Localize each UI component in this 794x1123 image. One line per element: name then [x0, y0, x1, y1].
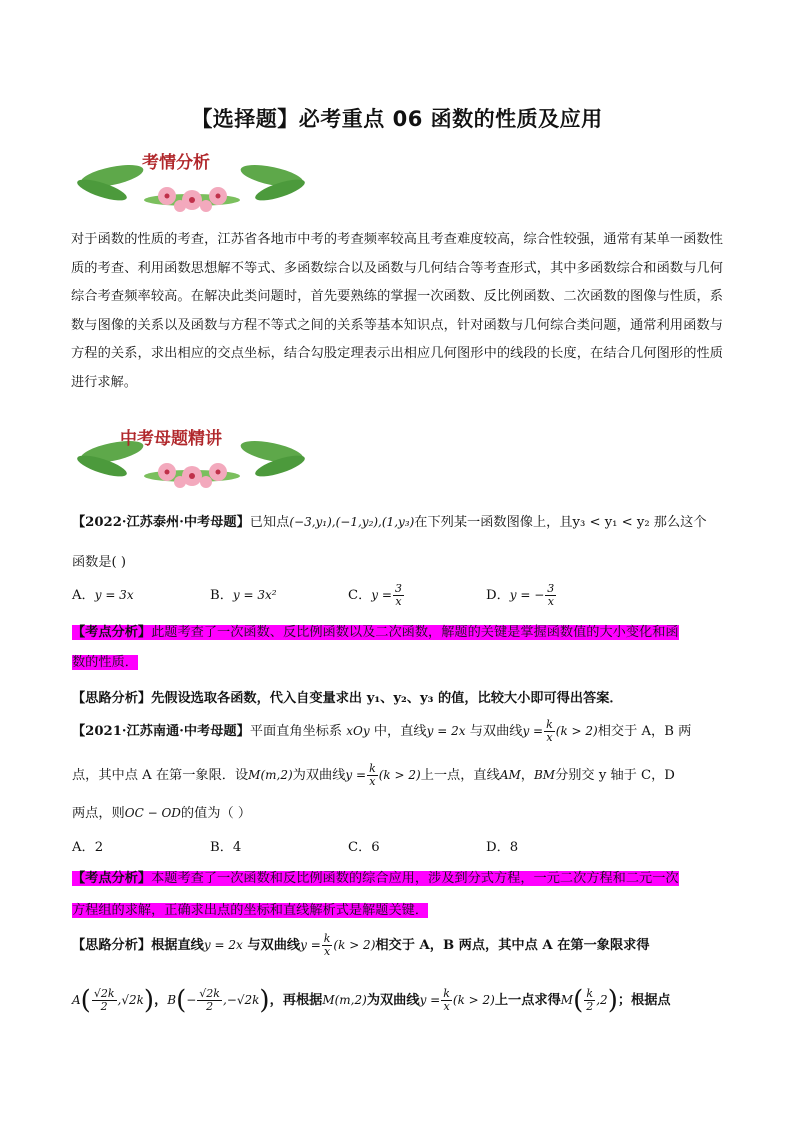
knowledge-point-text: 方程组的求解，正确求出点的坐标和直线解析式是解题关键．: [72, 903, 429, 918]
denominator: x: [546, 731, 553, 744]
q2-line: y = 2x: [203, 938, 243, 952]
option-label: A．: [72, 840, 95, 855]
knowledge-point-tag: 【考点分析】: [72, 871, 152, 886]
q2-xoy: xOy: [346, 724, 370, 738]
q2-text: 两点，则: [72, 806, 125, 821]
q2-hyperbola: y =: [300, 938, 321, 952]
q2-option-a[interactable]: [72, 836, 210, 855]
sqrt-term: √2k: [236, 993, 260, 1007]
numerator: k: [369, 762, 376, 775]
denominator: 2: [100, 1000, 108, 1013]
q2-text: 点，其中点 A 在第一象限．设: [72, 768, 249, 783]
option-value: 2: [94, 840, 104, 855]
q1-option-c[interactable]: [348, 580, 486, 611]
q1-option-b[interactable]: [210, 580, 348, 611]
separator: ，: [154, 993, 168, 1008]
option-expr: y = −: [509, 588, 545, 602]
option-label: D．: [486, 588, 510, 603]
numerator: k: [584, 988, 595, 1001]
idea-text: 上一点求得: [494, 993, 561, 1008]
knowledge-point-text: 本题考查了一次函数和反比例函数的综合应用，涉及到分式方程，一元二次方程和二元一次: [151, 871, 679, 886]
option-label: B．: [210, 588, 233, 603]
q2-text: 为双曲线: [292, 768, 346, 783]
q1-options: [72, 580, 722, 611]
option-label: B．: [210, 840, 233, 855]
denominator: x: [547, 595, 554, 608]
q2-knowledge-point-line2: [72, 899, 722, 918]
paren-close: ): [607, 985, 618, 1016]
option-label: C．: [348, 588, 372, 603]
option-expr: y = 3x²: [232, 588, 277, 602]
q2-condition: (k > 2): [555, 724, 598, 738]
knowledge-point-text: 数的性质．: [72, 655, 138, 670]
q2-hyperbola: y =: [345, 768, 367, 782]
fraction: [92, 988, 117, 1013]
q2-line: y = 2x: [426, 724, 466, 738]
section-banner-analysis: [72, 148, 312, 214]
q1-option-a[interactable]: [72, 580, 210, 611]
option-expr: y =: [371, 588, 392, 602]
idea-text: ，再根据: [269, 993, 323, 1008]
q1-points: (−3,y₁),(−1,y₂),(1,y₃): [289, 515, 415, 529]
option-label: C．: [348, 840, 372, 855]
knowledge-point-tag: 【考点分析】: [72, 625, 152, 640]
banner-label: 中考母题精讲: [120, 429, 222, 449]
q2-options: [72, 836, 722, 855]
q2-line-bm: BM: [533, 768, 556, 782]
paren-close: ): [143, 985, 155, 1016]
q2-hyperbola: y =: [522, 724, 544, 738]
option-expr: y = 3x: [94, 588, 134, 602]
q2-option-b[interactable]: [210, 836, 348, 855]
page-title: 【选择题】必考重点 06 函数的性质及应用: [191, 107, 603, 131]
point-a-label: A: [72, 993, 81, 1007]
fraction: [197, 988, 222, 1013]
denominator: x: [369, 775, 376, 788]
q1-stem-line1: [72, 511, 722, 530]
q2-text: 相交于 A，B 两: [597, 724, 692, 739]
fraction: [544, 719, 555, 744]
q2-idea-line1: [72, 930, 722, 961]
numerator: k: [323, 932, 331, 945]
q2-expr: OC − OD: [124, 806, 181, 820]
idea-text: 为双曲线: [366, 993, 420, 1008]
numerator: 3: [394, 582, 402, 595]
q2-text: 中，直线: [373, 724, 427, 739]
analysis-paragraph: 对于函数的性质的考查，江苏省各地市中考的考查频率较高且考查难度较高，综合性较强，通常有某单一函数性质的考查、利用函数思想解不等式、多函数综合以及函数与几何结合等考查形式，其中多函数综合和函数与几何综合考查频率较高。在解决此类问题时，首先要熟练的掌握一次函数、反比例函数、二次函数的图像与性质，系数与图像的关系以及函数与方程不等式之间的关系等基本知识点，针对函数与几何综合类问题，通常利用函数与方程的关系，求出相应的交点坐标，结合勾股定理表示出相应几何图形中的线段的长度，在结合几何图形的性质进行求解。: [71, 232, 723, 390]
numerator: √2k: [93, 987, 115, 1000]
idea-text: 根据直线: [151, 938, 204, 953]
denominator: 2: [586, 1000, 594, 1013]
idea-text: 先假设选取各函数，代入自变量求出 y₁、y₂、y₃ 的值，比较大小即可得出答案．: [151, 691, 623, 706]
point-b-label: B: [167, 993, 177, 1007]
denominator: x: [395, 595, 402, 608]
q2-option-c[interactable]: [348, 836, 486, 855]
q1-knowledge-point-line2: [72, 651, 722, 670]
q2-line-am: AM: [499, 768, 521, 782]
idea-tag: 【思路分析】: [72, 691, 152, 706]
numerator: 3: [547, 582, 555, 595]
idea-text: 与双曲线: [247, 938, 301, 953]
q1-stem-line2: 函数是( ): [72, 555, 127, 570]
option-value: 4: [232, 840, 242, 855]
q1-option-d[interactable]: [486, 580, 624, 611]
option-value: 6: [371, 840, 380, 855]
paren-close: ): [259, 985, 270, 1016]
q2-text: 平面直角坐标系: [249, 724, 343, 739]
q1-text: 在下列某一函数图像上，且y₃ < y₁ < y₂ 那么这个: [414, 515, 707, 530]
sqrt-term: √2k: [121, 993, 144, 1007]
fraction: [584, 988, 595, 1013]
q1-idea: [72, 687, 722, 706]
numerator: k: [443, 987, 450, 1000]
paren-open: (: [176, 985, 187, 1016]
q2-stem-line1: [72, 716, 722, 747]
q2-condition: (k > 2): [452, 993, 495, 1007]
q2-stem-line2: [72, 760, 722, 791]
section-banner-questions: [72, 424, 312, 490]
q2-text: 与双曲线: [469, 724, 523, 739]
q2-condition: (k > 2): [378, 768, 421, 782]
q2-text: 的值为（ ）: [180, 806, 252, 821]
option-value: 8: [509, 840, 519, 855]
banner-label: 考情分析: [142, 153, 210, 173]
q2-knowledge-point-line1: [72, 867, 722, 886]
q2-idea-line2: A( $\frac{√2k}{2}$ ,√2k)，B(− $\frac{√2k}{2}$ ,−√2k)，再根据M(m,2)为双曲线y = $\frac{k}{x}$ (k > 2)上一点求得M( $\frac{k}{2}$ ,2)；根据点: [72, 985, 671, 1016]
idea-tag: 【思路分析】: [72, 938, 152, 953]
q2-text: 上一点，直线: [420, 768, 500, 783]
q1-text: 已知点: [249, 515, 290, 530]
paren-open: (: [80, 985, 91, 1016]
denominator: 2: [206, 1000, 214, 1013]
q2-text: ，: [520, 768, 534, 783]
q2-text: 分别交 y 轴于 C，D: [555, 768, 675, 783]
fraction: [545, 583, 556, 608]
denominator: x: [323, 945, 331, 958]
denominator: x: [443, 1000, 450, 1013]
idea-text: 相交于 A，B 两点，其中点 A 在第一象限求得: [375, 938, 650, 953]
point-m-label: M: [560, 993, 574, 1007]
fraction: [367, 763, 378, 788]
knowledge-point-text: 此题考查了一次函数、反比例函数以及二次函数，解题的关键是掌握函数值的大小变化和函: [151, 625, 679, 640]
q2-point-m: M(m,2): [322, 993, 367, 1007]
paren-open: (: [573, 985, 584, 1016]
q2-condition: (k > 2): [333, 938, 376, 952]
option-label: D．: [486, 840, 510, 855]
q2-stem-line3: [72, 802, 722, 821]
q2-source-tag: 【2021·江苏南通·中考母题】: [72, 724, 250, 739]
option-label: A．: [72, 588, 95, 603]
numerator: √2k: [199, 987, 220, 1000]
fraction: [441, 988, 452, 1013]
q1-source-tag: 【2022·江苏泰州·中考母题】: [72, 515, 250, 530]
numerator: k: [546, 718, 553, 731]
q1-knowledge-point-line1: [72, 621, 722, 640]
fraction: [393, 583, 404, 608]
idea-text: ；根据点: [617, 993, 671, 1008]
q2-option-d[interactable]: [486, 836, 624, 855]
q2-point-m: M(m,2): [248, 768, 293, 782]
fraction: [322, 933, 333, 958]
q2-hyperbola: y =: [419, 993, 441, 1007]
